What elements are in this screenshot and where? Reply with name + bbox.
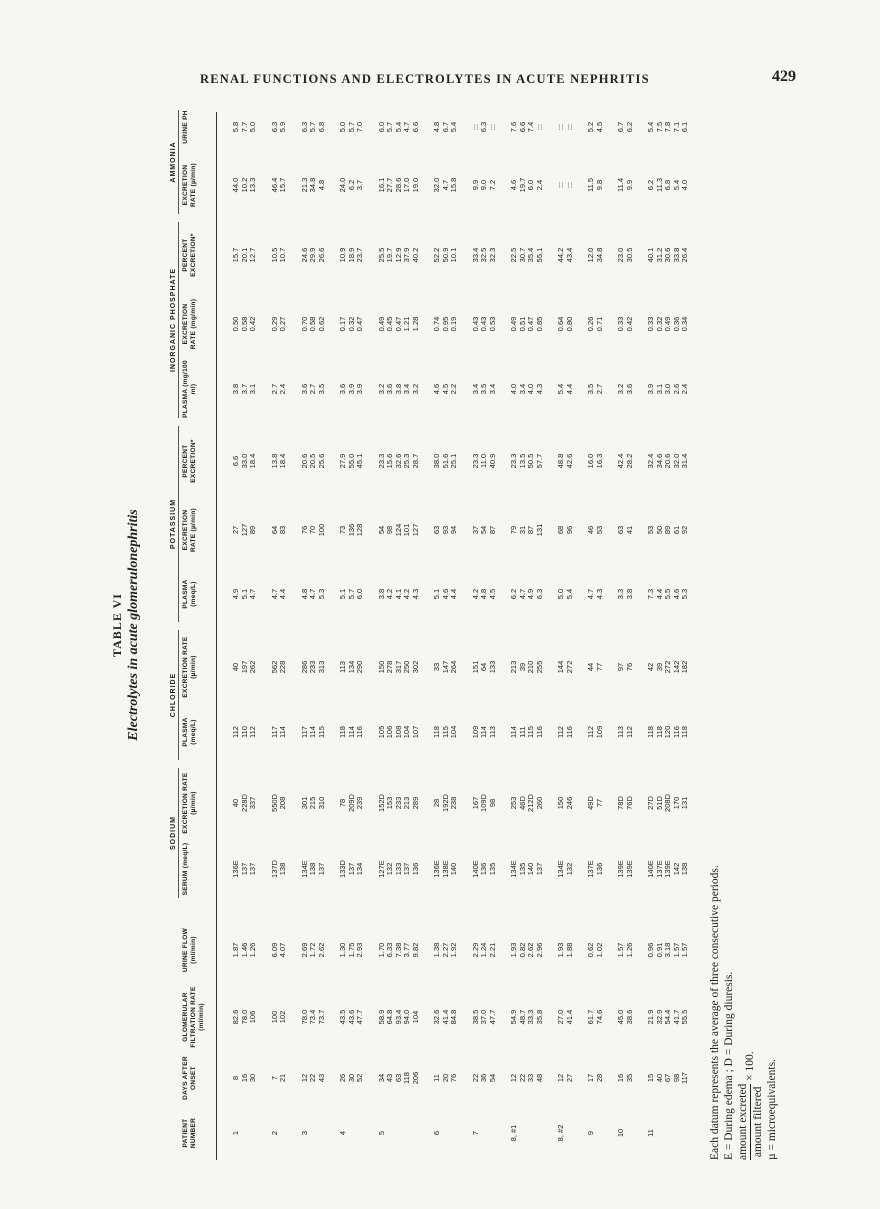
- patient-number: 7: [470, 1130, 480, 1136]
- table-cell: 48.8 42.6: [556, 453, 574, 469]
- table-cell: 4.6 4.5 2.2: [432, 383, 458, 395]
- column-header: EXCRETION RATE (µ/min): [182, 772, 197, 834]
- table-cell: 12 22 33 48: [509, 1073, 544, 1083]
- table-cell: 3.8 3.7 3.1: [231, 383, 257, 395]
- table-cell: 16 35: [616, 1073, 634, 1083]
- table-cell: 0.43 0.43 0.53: [470, 316, 497, 332]
- table-cell: 2.29 1.24 2.21: [470, 942, 497, 958]
- table-cell: 9.9 9.0 7.2: [470, 179, 497, 191]
- column-header: URINE PH: [182, 110, 189, 144]
- footnote-average: Each datum represents the average of three consecutive periods.: [709, 865, 721, 1160]
- table-cell: 46.4 15.7: [269, 177, 287, 193]
- footnote-mu: µ = microequivalents.: [766, 1059, 778, 1160]
- table-cell: 3.6 2.7 3.5: [299, 383, 326, 395]
- table-cell: 136E 138E 140: [432, 860, 458, 878]
- patient-number: 2: [269, 1130, 279, 1136]
- table-cell: 78.0 73.4 73.7: [299, 1009, 326, 1025]
- table-cell: 20.6 20.5 25.6: [299, 453, 326, 469]
- table-cell: 37 54 87: [470, 525, 497, 535]
- table-cell: 4.7 4.4: [269, 588, 287, 600]
- table-cell: 5.2 4.5: [586, 121, 604, 133]
- table-cell: 43.5 43.6 47.7: [338, 1009, 364, 1025]
- table-cell: 0.17 0.32 0.47: [338, 316, 364, 332]
- table-cell: 78D 76D: [616, 796, 634, 810]
- table-cell: 40.1 31.2 30.6 33.8 26.4: [646, 247, 689, 263]
- table-cell: 3.6 3.9 3.9: [338, 383, 364, 395]
- running-head: RENAL FUNCTIONS AND ELECTROLYTES IN ACUTE NEPHRITIS: [200, 72, 650, 86]
- table-title: Electrolytes in acute glomerulonephritis: [126, 509, 141, 741]
- table-cell: 0.62 1.02: [586, 942, 604, 958]
- table-cell: 6.3 5.9: [269, 121, 287, 133]
- table-cell: 3.4 3.5 3.4: [470, 383, 497, 395]
- patient-number: 8, #1: [509, 1124, 518, 1142]
- table-cell: 562 228: [269, 660, 287, 674]
- table-cell: 4.9 5.1 4.7: [231, 588, 257, 600]
- fraction-numerator: amount excreted: [737, 1083, 749, 1160]
- table-cell: 1.38 2.27 1.92: [432, 942, 458, 958]
- table-cell: 46 53: [586, 525, 604, 535]
- table-cell: 7 21: [269, 1073, 287, 1083]
- table-cell: 4.0 3.4 4.0 4.3: [509, 383, 544, 395]
- table-cell: 6.0 5.7 5.4 4.7 6.6: [376, 121, 420, 133]
- table-cell: 5.0 5.7 7.0: [338, 121, 364, 133]
- group-chloride: CHLORIDE: [170, 672, 177, 718]
- table-cell: 118 114 116: [338, 726, 364, 738]
- table-row: [376, 100, 420, 1160]
- table-cell: 34 43 63 118 206: [376, 1071, 420, 1085]
- table-cell: ::: 6.3 :::: [470, 121, 497, 133]
- patient-number: 9: [586, 1130, 595, 1136]
- fraction-denominator: amount filtered: [752, 1086, 764, 1158]
- table-cell: 11.4 9.9: [616, 177, 634, 193]
- table-cell: 152D 153 233 213 289: [376, 794, 420, 812]
- column-header: PERCENT EXCRETION*: [182, 233, 197, 277]
- table-cell: 13.8 18.4: [269, 453, 287, 469]
- patient-number: 6: [432, 1130, 441, 1136]
- table-cell: 6.6 33.0 18.4: [231, 453, 257, 469]
- table-cell: 109 114 113: [470, 725, 497, 739]
- table-cell: 53 50 89 61 92: [646, 525, 689, 535]
- table-cell: 25.5 19.7 12.9 37.9 40.2: [376, 247, 420, 263]
- table-cell: 4.6 19.7 6.0 2.4: [509, 177, 544, 193]
- table-cell: 68 96: [556, 525, 574, 535]
- column-header: EXCRETION RATE (mg/min): [182, 298, 197, 350]
- table-cell: 21.3 34.8 4.8: [299, 177, 326, 193]
- group-rule: [178, 630, 179, 760]
- header-rule: [216, 112, 217, 1160]
- table-cell: 23.3 11.0 40.9: [470, 453, 497, 469]
- table-cell: 5.0 5.4: [556, 588, 574, 600]
- table-cell: 5.8 7.7 5.0: [231, 121, 257, 133]
- column-header: SERUM (meq/L): [182, 842, 189, 896]
- table-cell: 1.70 6.33 7.38 3.77 9.82: [376, 942, 420, 958]
- table-cell: 33 147 264: [432, 660, 458, 674]
- table-cell: 286 233 313: [299, 660, 326, 674]
- table-row: [510, 100, 544, 1160]
- table-cell: 54 98 124 101 127: [376, 523, 420, 537]
- table-cell: 134E 132: [556, 860, 574, 878]
- table-cell: 44.0 10.2 13.3: [231, 177, 257, 193]
- table-cell: 15 40 67 98 117: [646, 1072, 689, 1084]
- table-cell: 7.6 6.6 7.4 :::: [509, 121, 544, 133]
- page-number: 429: [772, 68, 796, 85]
- table-cell: 22 36 54: [470, 1073, 497, 1083]
- table-cell: 63 93 94: [432, 525, 458, 535]
- table-cell: 5.4 7.5 7.8 7.1 6.1: [646, 121, 689, 133]
- table-cell: 0.33 0.32 0.49 0.36 0.34: [646, 316, 689, 332]
- table-cell: 27.0 41.4: [556, 1009, 574, 1025]
- table-cell: 301 215 310: [299, 796, 326, 810]
- table-cell: 28 192D 238: [432, 794, 458, 812]
- table-cell: 79 31 87 131: [509, 523, 544, 537]
- table-cell: 44.2 43.4: [556, 247, 574, 263]
- table-cell: 38.5 37.0 47.7: [470, 1009, 497, 1025]
- table-cell: 63 41: [616, 525, 634, 535]
- column-header: EXCRETION RATE (µ/min): [182, 507, 197, 553]
- fraction-multiplier: × 100.: [744, 1051, 757, 1081]
- table-cell: 24.0 6.2 3.7: [338, 177, 364, 193]
- table-cell: 150 246: [556, 796, 574, 810]
- table-cell: 2.7 2.4: [269, 383, 287, 395]
- table-cell: 61.7 74.6: [586, 1009, 604, 1025]
- table-cell: 0.33 0.42: [616, 316, 634, 332]
- table-label: TABLE VI: [110, 593, 124, 657]
- table-cell: 42.4 28.2: [616, 453, 634, 469]
- group-rule: [178, 110, 179, 214]
- table-cell: 4.8 6.7 5.4: [432, 121, 458, 133]
- table-cell: 0.70 0.58 0.62: [299, 316, 326, 332]
- table-cell: 140E 136 135: [470, 860, 497, 878]
- column-header: EXCRETION RATE (µ/min): [182, 636, 197, 698]
- table-cell: 58.9 64.8 93.4 94.0 104: [376, 1009, 420, 1025]
- table-cell: 15.7 20.1 12.7: [231, 247, 257, 263]
- table-cell: 6.7 6.2: [616, 121, 634, 133]
- table-cell: 22.5 30.7 35.4 55.1: [509, 247, 544, 263]
- table-cell: 1.93 0.82 2.62 2.96: [509, 942, 544, 958]
- table-cell: 12 22 43: [299, 1073, 326, 1083]
- group-rule: [178, 426, 179, 622]
- table-row: [472, 100, 506, 1160]
- table-cell: 54.9 48.7 33.3 35.8: [509, 1009, 544, 1025]
- patient-number: 1: [231, 1130, 240, 1136]
- table-cell: 42 39 272 142 182: [646, 660, 689, 674]
- table-cell: 45.0 38.6: [616, 1009, 634, 1025]
- column-header: PLASMA (meq/L): [182, 717, 197, 747]
- table-cell: 3.3 3.8: [616, 588, 634, 600]
- table-cell: 27D 51D 208D 170 131: [646, 794, 689, 812]
- table-cell: 139E 139E: [616, 860, 634, 878]
- table-cell: 33.4 32.5 32.3: [470, 247, 497, 263]
- table-cell: 16.1 27.7 28.6 17.0 19.0: [376, 177, 420, 193]
- table-cell: 6.09 4.07: [269, 942, 287, 958]
- table-cell: 253 46D 212D 260: [509, 794, 544, 812]
- footnotes: [708, 460, 779, 1160]
- table-cell: 23.3 15.6 32.6 25.3 28.7: [376, 453, 420, 469]
- table-cell: 73 136 128: [338, 523, 364, 537]
- table-cell: 114 111 115 116: [509, 726, 544, 738]
- table-row: [232, 100, 266, 1160]
- table-cell: 27 127 89: [231, 523, 257, 537]
- column-header: PLASMA (mg/100 ml): [182, 360, 197, 418]
- table-cell: 151 64 133: [470, 660, 497, 674]
- table-cell: 118 115 104: [432, 725, 458, 739]
- table-cell: 17 28: [586, 1073, 604, 1083]
- table-cell: 0.50 0.58 0.42: [231, 316, 257, 332]
- column-header: GLOMERULAR FILTRATION RATE (ml/min): [182, 986, 205, 1048]
- patient-number: 11: [646, 1129, 655, 1137]
- table-cell: 40 197 262: [231, 660, 257, 674]
- percent-fraction: [736, 1084, 765, 1160]
- table-cell: 113 134 290: [338, 660, 364, 674]
- table-cell: 117 114: [269, 726, 287, 738]
- table-cell: 136E 137 137: [231, 860, 257, 878]
- table-cell: 0.74 0.95 0.19: [432, 316, 458, 332]
- group-rule: [178, 222, 179, 418]
- column-header: URINE FLOW (ml/min): [182, 927, 197, 973]
- patient-number: 5: [376, 1130, 386, 1136]
- column-header: PLASMA (meq/L): [182, 579, 197, 609]
- table-cell: 7.3 4.4 5.5 4.6 5.3: [646, 588, 689, 600]
- table-cell: 6.2 11.3 6.8 5.4 4.0: [646, 177, 689, 193]
- table-cell: 40 228D 337: [231, 794, 257, 812]
- table-cell: 23.3 13.5 50.5 57.7: [509, 453, 544, 469]
- table-cell: 1.30 1.75 2.93: [338, 942, 364, 958]
- table-cell: 49D 77: [586, 796, 604, 810]
- table-cell: 0.26 0.71: [586, 316, 604, 332]
- table-cell: 32.0 4.7 15.8: [432, 177, 458, 193]
- table-cell: 2.69 1.72 2.62: [299, 942, 326, 958]
- table-cell: 0.49 0.45 0.47 1.21 1.28: [376, 316, 420, 332]
- table-cell: 10.5 10.7: [269, 247, 287, 263]
- table-cell: 1.57 1.26: [616, 942, 634, 958]
- table-cell: 3.5 2.7: [586, 383, 604, 395]
- table-cell: ::: :::: [556, 181, 574, 189]
- table-cell: 140E 137E 139E 142 138: [646, 860, 689, 878]
- table-cell: 127E 132 133 137 136: [376, 860, 420, 878]
- table-cell: 21.9 32.9 54.4 41.7 55.5: [646, 1009, 689, 1025]
- table-cell: 97 76: [616, 662, 634, 672]
- table-cell: 137E 136: [586, 860, 604, 878]
- table-cell: 3.9 3.1 3.0 2.6 2.4: [646, 383, 689, 395]
- group-sodium: SODIUM: [170, 816, 177, 850]
- table-cell: 133D 137 134: [338, 860, 364, 878]
- patient-number: 3: [299, 1130, 309, 1136]
- table-cell: 550D 208: [269, 794, 287, 812]
- table-row: [433, 100, 467, 1160]
- table-cell: 38.0 51.6 25.1: [432, 453, 458, 469]
- table-row: [646, 100, 689, 1160]
- column-header: PATIENT NUMBER: [182, 1117, 197, 1149]
- table-cell: 100 102: [269, 1010, 287, 1024]
- table-cell: 8 16 30: [231, 1073, 257, 1083]
- table-cell: 117 114 115: [299, 726, 326, 738]
- table-cell: 12.0 34.8: [586, 247, 604, 263]
- table-cell: 11.5 9.8: [586, 177, 604, 193]
- table-cell: 137D 138: [269, 860, 287, 878]
- group-potassium: POTASSIUM: [170, 498, 177, 550]
- column-header: DAYS AFTER ONSET: [182, 1056, 197, 1100]
- table-cell: 112 110 112: [231, 726, 257, 738]
- table-cell: ::: :::: [556, 123, 574, 131]
- table-cell: 3.8 4.2 4.1 4.2 4.3: [376, 588, 420, 600]
- patient-number: 4: [338, 1130, 347, 1136]
- column-header: EXCRETION RATE (µ/min): [182, 162, 197, 208]
- table-cell: 5.4 4.4: [556, 383, 574, 395]
- table-cell: 11 20 76: [432, 1073, 458, 1083]
- group-phosphate: INORGANIC PHOSPHATE: [170, 267, 177, 373]
- footnote-edema: E = During edema ; D = During diuresis.: [723, 971, 735, 1160]
- table-cell: 134E 138 137: [299, 860, 326, 878]
- table-cell: 150 278 317 250 302: [376, 660, 420, 674]
- table-cell: 32.6 41.4 84.8: [432, 1009, 458, 1025]
- table-cell: 64 83: [269, 525, 287, 535]
- table-cell: 23.0 30.5: [616, 247, 634, 263]
- table-cell: 105 106 108 104 107: [376, 725, 420, 739]
- table-cell: 32.4 34.6 20.6 32.0 31.4: [646, 453, 689, 469]
- table-cell: 0.64 0.80: [556, 316, 574, 332]
- table-cell: 118 118 120 116 118: [646, 725, 689, 739]
- table-cell: 6.3 5.7 6.8: [299, 121, 326, 133]
- table-cell: 0.49 0.51 0.47 0.85: [509, 316, 544, 332]
- table-cell: 44 77: [586, 662, 604, 672]
- table-cell: 0.29 0.27: [269, 316, 287, 332]
- table-cell: 0.96 0.91 3.18 1.57 1.57: [646, 942, 689, 958]
- table-cell: 167 109D 98: [470, 794, 497, 812]
- table-cell: 24.6 29.9 26.6: [299, 247, 326, 263]
- table-cell: 4.2 4.8 4.5: [470, 588, 497, 600]
- footnote-percent: [736, 460, 765, 1160]
- rotated-table-block: [108, 90, 798, 1160]
- table-cell: 112 109: [586, 725, 604, 739]
- table-cell: 27.9 55.0 45.1: [338, 453, 364, 469]
- table-cell: 5.1 5.7 6.0: [338, 588, 364, 600]
- patient-number: 10: [616, 1128, 625, 1138]
- table-cell: 113 112: [616, 726, 634, 738]
- table-cell: 78 209D 239: [338, 794, 364, 812]
- column-header: PERCENT EXCRETION*: [182, 439, 197, 483]
- table-cell: 3.2 3.6: [616, 383, 634, 395]
- group-ammonia: AMMONIA: [170, 141, 177, 183]
- table-cell: 112 116: [556, 726, 574, 738]
- table-cell: 10.9 18.9 23.7: [338, 247, 364, 263]
- group-rule: [178, 768, 179, 898]
- table-cell: 1.93 1.88: [556, 942, 574, 958]
- table-cell: 76 70 100: [299, 523, 326, 537]
- table-cell: 82.6 78.0 106: [231, 1009, 257, 1025]
- table-cell: 12 27: [556, 1073, 574, 1083]
- patient-number: 8, #2: [556, 1124, 565, 1142]
- table-cell: 213 39 210 255: [509, 660, 544, 674]
- table-cell: 144 272: [556, 660, 574, 674]
- table-cell: 5.1 4.6 4.4: [432, 588, 458, 600]
- table-cell: 4.7 4.3: [586, 588, 604, 600]
- table-row: [301, 100, 335, 1160]
- table-cell: 6.2 4.7 4.9 6.3: [509, 588, 544, 600]
- table-cell: 1.87 1.46 1.26: [231, 942, 257, 958]
- table-cell: 134E 135 140 137: [509, 860, 544, 878]
- table-cell: 16.0 16.3: [586, 453, 604, 469]
- table-row: [339, 100, 373, 1160]
- table-cell: 52.2 50.9 10.1: [432, 247, 458, 263]
- table-cell: 4.8 4.7 5.3: [299, 588, 326, 600]
- table-cell: 3.2 3.6 3.8 3.4 3.2: [376, 383, 420, 395]
- table-cell: 26 30 52: [338, 1073, 364, 1083]
